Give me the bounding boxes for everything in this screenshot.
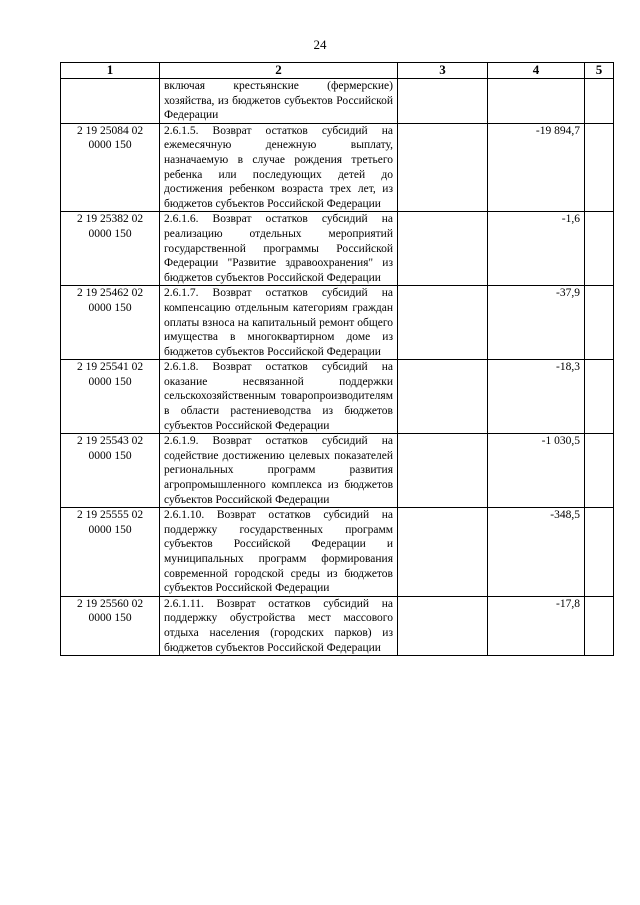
- header-col-3: 3: [398, 63, 488, 79]
- row-code: 2 19 25541 02 0000 150: [61, 360, 160, 434]
- row-description: 2.6.1.5. Возврат остатков субсидий на ежемесячную денежную выплату, назначаемую в случае рождения третьего ребенка или последующих детей до достижения ребенком возраста трех лет, из бюджетов субъектов Российской Федерации: [160, 123, 398, 212]
- row-col5: [585, 286, 614, 360]
- row-amount: -1 030,5: [488, 434, 585, 508]
- row-code: 2 19 25555 02 0000 150: [61, 508, 160, 597]
- table-row: [61, 508, 614, 597]
- row-col3: [398, 434, 488, 508]
- row-col3: [398, 79, 488, 124]
- row-amount: -348,5: [488, 508, 585, 597]
- row-amount: -19 894,7: [488, 123, 585, 212]
- row-description: 2.6.1.9. Возврат остатков субсидий на содействие достижению целевых показателей региональных программ развития агропромышленного комплекса из бюджетов субъектов Российской Федерации: [160, 434, 398, 508]
- row-amount: -17,8: [488, 596, 585, 655]
- table-header-row: [61, 63, 614, 79]
- table-row: [61, 212, 614, 286]
- row-description: 2.6.1.10. Возврат остатков субсидий на поддержку государственных программ субъектов Российской Федерации и муниципальных программ формирования современной городской среды из бюджетов субъектов Российской Федерации: [160, 508, 398, 597]
- budget-table: [60, 62, 614, 656]
- table-row: [61, 286, 614, 360]
- table-row: [61, 123, 614, 212]
- row-col3: [398, 286, 488, 360]
- header-col-4: 4: [488, 63, 585, 79]
- row-col3: [398, 212, 488, 286]
- table-row: [61, 434, 614, 508]
- row-col5: [585, 79, 614, 124]
- row-col3: [398, 596, 488, 655]
- page-number: 24: [313, 37, 327, 52]
- header-col-2: 2: [160, 63, 398, 79]
- table-row: [61, 596, 614, 655]
- header-col-5: 5: [585, 63, 614, 79]
- row-description: 2.6.1.7. Возврат остатков субсидий на компенсацию отдельным категориям граждан оплаты взноса на капитальный ремонт общего имущества в многоквартирном доме из бюджетов субъектов Российской Федерации: [160, 286, 398, 360]
- row-amount: -37,9: [488, 286, 585, 360]
- row-col3: [398, 360, 488, 434]
- row-code: 2 19 25560 02 0000 150: [61, 596, 160, 655]
- row-code: 2 19 25382 02 0000 150: [61, 212, 160, 286]
- row-col5: [585, 360, 614, 434]
- table-row: [61, 360, 614, 434]
- row-amount: -18,3: [488, 360, 585, 434]
- row-col5: [585, 123, 614, 212]
- row-description: 2.6.1.11. Возврат остатков субсидий на поддержку обустройства мест массового отдыха населения (городских парков) из бюджетов субъектов Российской Федерации: [160, 596, 398, 655]
- row-col5: [585, 508, 614, 597]
- row-col3: [398, 123, 488, 212]
- row-code: 2 19 25462 02 0000 150: [61, 286, 160, 360]
- row-code: [61, 79, 160, 124]
- row-col5: [585, 212, 614, 286]
- row-col3: [398, 508, 488, 597]
- row-description: 2.6.1.8. Возврат остатков субсидий на оказание несвязанной поддержки сельскохозяйственным товаропроизводителям в области растениеводства из бюджетов субъектов Российской Федерации: [160, 360, 398, 434]
- header-col-1: 1: [61, 63, 160, 79]
- row-description: 2.6.1.6. Возврат остатков субсидий на реализацию отдельных мероприятий государственной программы Российской Федерации "Развитие здравоохранения" из бюджетов субъектов Российской Федерации: [160, 212, 398, 286]
- row-code: 2 19 25084 02 0000 150: [61, 123, 160, 212]
- row-col5: [585, 596, 614, 655]
- row-description: включая крестьянские (фермерские) хозяйства, из бюджетов субъектов Российской Федерации: [160, 79, 398, 124]
- row-amount: [488, 79, 585, 124]
- row-col5: [585, 434, 614, 508]
- row-code: 2 19 25543 02 0000 150: [61, 434, 160, 508]
- row-amount: -1,6: [488, 212, 585, 286]
- table-row: [61, 79, 614, 124]
